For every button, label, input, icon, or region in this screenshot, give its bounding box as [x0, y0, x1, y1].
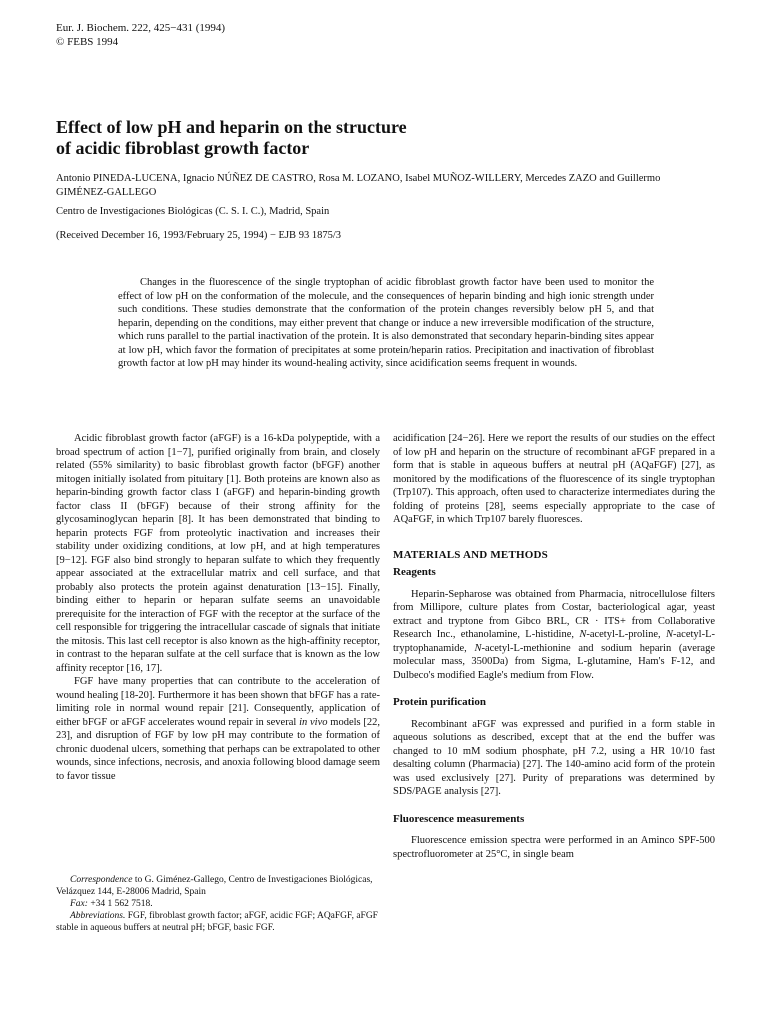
footnote-abbrev-label: Abbreviations.: [70, 911, 126, 921]
footnote-correspondence-label: Correspondence: [70, 875, 133, 885]
affiliation: Centro de Investigaciones Biológicas (C. S. I. C.), Madrid, Spain: [56, 206, 330, 217]
intro-italic-term: in vivo: [299, 716, 328, 728]
intro-paragraph-2: [56, 675, 380, 783]
section-heading-methods: MATERIALS AND METHODS: [393, 548, 548, 561]
footnote-fax: [56, 898, 380, 910]
journal-citation: Eur. J. Biochem. 222, 425−431 (1994): [56, 22, 226, 34]
subheading-protein-purification: Protein purification: [393, 696, 486, 708]
footnote-fax-text: +34 1 562 7518.: [87, 899, 153, 909]
reagents-text-d: -acetyl-L-methionine and sodium heparin (average molecular mass, 3500Da) from Sigma, L-glutamine, Ham's F-12, and Dulbeco's modified Eagle's medium from Flow.: [393, 642, 715, 681]
footnote-abbrev-text: FGF, fibroblast growth factor; aFGF, acidic FGF; AQaFGF, aFGF stable in aqueous buffers at neutral pH; bFGF, basic FGF.: [56, 911, 378, 933]
fluorescence-paragraph: Fluorescence emission spectra were performed in an Aminco SPF-500 spectrofluorometer at 25°C, in single beam: [393, 835, 715, 860]
reagents-paragraph: [393, 588, 715, 683]
article-title: [56, 117, 696, 159]
received-date: (Received December 16, 1993/February 25, 1994) − EJB 93 1875/3: [56, 230, 341, 241]
running-header: [56, 21, 225, 49]
footnotes: [56, 874, 380, 934]
intro-text-b: models [22, 23], and disruption of FGF by low pH may contribute to the formation of chronic duodenal ulcers, something that perhaps can be extrapolated to other wounds, since infections, necrosis, and anoxia following blood damage seem to favor tissue: [56, 716, 381, 782]
reagents-text-b: -acetyl-L-proline,: [586, 629, 666, 640]
abstract: Changes in the fluorescence of the single tryptophan of acidic fibroblast growth factor have been used to monitor the effect of low pH on the conformation of the molecule, and the consequences of heparin binding and high ionic strength under such conditions. These studies demonstrate that the conformation of the protein changes reversibly below pH 5, and that heparin, depending on the conditions, may either prevent that change or induce a new irreversible modification of the structure, which runs parallel to the partial inactivation of the protein. It is also demonstrated that secondary heparin-binding sites appear at low pH, which favor the formation of precipitates at some protein/heparin ratios. Precipitation and inactivation of fibroblast growth factor at low pH may hinder its wound-healing activity, since acidification seems frequent in wounds.: [118, 277, 654, 369]
subheading-fluorescence: Fluorescence measurements: [393, 812, 525, 825]
author-list: Antonio PINEDA-LUCENA, Ignacio NÚÑEZ DE CASTRO, Rosa M. LOZANO, Isabel MUÑOZ-WILLERY, Mercedes ZAZO and Guillermo GIMÉNEZ-GALLEGO: [56, 173, 661, 198]
copyright-line: © FEBS 1994: [56, 36, 119, 48]
intro-paragraph-continued: acidification [24−26]. Here we report the results of our studies on the effect of low pH and heparin on the structure of recombinant aFGF prepared in a form that is stable in aqueous buffers at neutral pH (AQaFGF) [27], as monitored by the modifications of the fluorescence of its single tryptophan (Trp107). This approach, often used to characterize intermediates during the folding of proteins [28], seems especially appropriate to the case of AQaFGF, in which Trp107 barely fluoresces.: [393, 433, 715, 525]
footnote-correspondence-text: to G. Giménez-Gallego, Centro de Investigaciones Biológicas, Velázquez 144, E-28006 Madrid, Spain: [56, 875, 373, 897]
reagents-italic-n1: N: [579, 629, 587, 640]
right-column: [393, 432, 715, 861]
reagents-italic-n2: N: [666, 629, 674, 640]
intro-text-a: FGF have many properties that can contribute to the acceleration of wound healing [18-20]. Furthermore it has been shown that bFGF has a rate-limiting role in normal wound repair [21]. Consequently, application of either bFGF or aFGF accelerates wound repair in several: [56, 676, 380, 728]
reagents-text-a: Heparin-Sepharose was obtained from Pharmacia, nitrocellulose filters from Millipore, culture plates from Costar, bacteriological agar, yeast extract and tryptone from Gibco BRL, CR · ITS+ from Collaborative Research Inc., ethanolamine, L-histidine,: [393, 588, 715, 640]
title-line-1: Effect of low pH and heparin on the structure: [56, 117, 407, 137]
left-column: [56, 432, 380, 783]
reagents-text-c: -acetyl-L-tryptophanamide,: [393, 629, 715, 654]
purification-paragraph: Recombinant aFGF was expressed and purified in a form stable in aqueous solutions as described, except that at the end the buffer was changed to 10 mM sodium phosphate, pH 7.2, using a HR 10/10 fast desalting column (Pharmacia) [27]. The 140-amino acid form of the protein was used exclusively [27]. Purity of preparations was determined by SDS/PAGE analysis [27].: [393, 718, 715, 797]
intro-paragraph-1: Acidic fibroblast growth factor (aFGF) is a 16-kDa polypeptide, with a broad spectrum of action [1−7], purified originally from brain, and closely related (55% similarity) to basic fibroblast growth factor (bFGF) another mitogen initially isolated from pituitary [1]. Both proteins are known also as heparin-binding growth factor class I (aFGF) and heparin-binding growth factor class II (bFGF) because of their strong affinity for the glycosaminoglycan heparin [8]. It has been demonstrated that binding to heparin protects FGF from proteolytic inactivation and increases their stability under oxidizing conditions, at low pH, and at high temperatures [9−12]. FGF also bind strongly to heparan sulfate to which they frequently appear associated at the extracellular matrix and cell surface, and that probably also protects the protein against denaturation [13−15]. Finally, binding either to heparin or heparan sulfate seems an unavoidable prerequisite for the interaction of FGF with the receptor at the surface of the cell responsible for triggering the intracellular cascade of signals that initiate the mitosis. This last cell receptor is also known as the high-affinity receptor, in contrast to the heparan sulfate at the cell surface that is known as the low affinity receptor [16, 17].: [56, 433, 380, 674]
footnote-abbreviations: [56, 910, 380, 934]
footnote-fax-label: Fax:: [70, 899, 88, 909]
title-line-2: of acidic fibroblast growth factor: [56, 138, 310, 158]
subheading-reagents: Reagents: [393, 566, 436, 578]
reagents-italic-n3: N: [474, 642, 482, 654]
footnote-correspondence: [56, 874, 380, 898]
